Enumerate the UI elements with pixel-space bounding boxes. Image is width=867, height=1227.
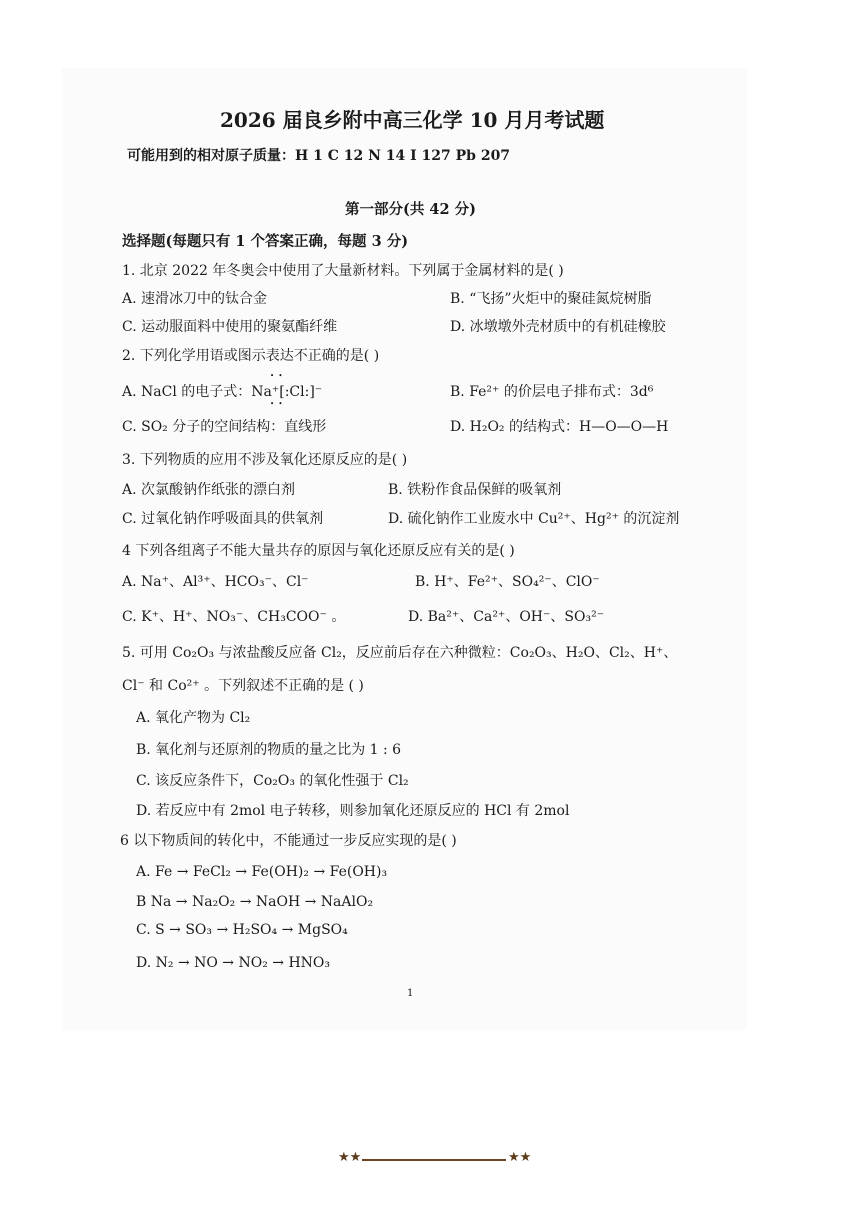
q2-option-c: C. SO₂ 分子的空间结构：直线形 xyxy=(122,419,327,435)
q6-option-b: B Na → Na₂O₂ → NaOH → NaAlO₂ xyxy=(136,894,374,910)
q1-option-c: C. 运动服面料中使用的聚氨酯纤维 xyxy=(122,319,338,335)
q6-stem: 6 以下物质间的转化中，不能通过一步反应实现的是( ) xyxy=(120,833,457,849)
q6-option-a: A. Fe → FeCl₂ → Fe(OH)₂ → Fe(OH)₃ xyxy=(136,864,388,880)
q2-option-a: A. NaCl 的电子式：Na⁺[:Cl:]⁻ xyxy=(122,384,323,400)
q1-option-b: B. “飞扬”火炬中的聚硅氮烷树脂 xyxy=(450,291,652,307)
q4-option-b: B. H⁺、Fe²⁺、SO₄²⁻、ClO⁻ xyxy=(415,574,600,590)
footer-ornament xyxy=(338,1152,530,1168)
footer-stars-right: ★★ xyxy=(508,1150,532,1165)
q4-option-d: D. Ba²⁺、Ca²⁺、OH⁻、SO₃²⁻ xyxy=(408,609,605,625)
q5-stem-line2: Cl⁻ 和 Co²⁺ 。下列叙述不正确的是 ( ) xyxy=(122,678,364,694)
q5-option-b: B. 氧化剂与还原剂的物质的量之比为 1 : 6 xyxy=(136,742,402,758)
q6-option-d: D. N₂ → NO → NO₂ → HNO₃ xyxy=(136,955,330,971)
q3-option-b: B. 铁粉作食品保鲜的吸氧剂 xyxy=(388,482,562,498)
page-number: 1 xyxy=(407,988,414,999)
q2-option-b: B. Fe²⁺ 的价层电子排布式：3d⁶ xyxy=(450,384,654,400)
q1-option-d: D. 冰墩墩外壳材质中的有机硅橡胶 xyxy=(450,319,666,335)
q6-option-c: C. S → SO₃ → H₂SO₄ → MgSO₄ xyxy=(136,922,348,938)
exam-title: 2026 届良乡附中高三化学 10 月月考试题 xyxy=(220,108,605,132)
q3-option-d: D. 硫化钠作工业废水中 Cu²⁺、Hg²⁺ 的沉淀剂 xyxy=(388,511,680,527)
q4-stem: 4 下列各组离子不能大量共存的原因与氧化还原反应有关的是( ) xyxy=(122,543,515,559)
q5-option-a: A. 氧化产物为 Cl₂ xyxy=(136,710,251,726)
lewis-dots-top: • • xyxy=(270,372,284,380)
lewis-dots-bottom: • • xyxy=(270,400,284,408)
q4-option-c: C. K⁺、H⁺、NO₃⁻、CH₃COO⁻ 。 xyxy=(122,609,346,625)
q5-option-c: C. 该反应条件下，Co₂O₃ 的氧化性强于 Cl₂ xyxy=(136,773,409,789)
q1-stem: 1. 北京 2022 年冬奥会中使用了大量新材料。下列属于金属材料的是( ) xyxy=(122,263,564,279)
q2-stem: 2. 下列化学用语或图示表达不正确的是( ) xyxy=(122,348,380,364)
section-instructions: 选择题(每题只有 1 个答案正确，每题 3 分) xyxy=(122,233,409,250)
footer-stars-left: ★★ xyxy=(338,1150,362,1165)
q2-option-d: D. H₂O₂ 的结构式：H—O—O—H xyxy=(450,419,669,435)
q4-option-a: A. Na⁺、Al³⁺、HCO₃⁻、Cl⁻ xyxy=(122,574,309,590)
q5-stem-line1: 5. 可用 Co₂O₃ 与浓盐酸反应备 Cl₂，反应前后存在六种微粒：Co₂O₃、H₂O、Cl₂、H⁺、 xyxy=(122,645,678,661)
q3-option-c: C. 过氧化钠作呼吸面具的供氧剂 xyxy=(122,511,324,527)
q3-stem: 3. 下列物质的应用不涉及氧化还原反应的是( ) xyxy=(122,452,408,468)
footer-rule xyxy=(362,1159,506,1161)
q5-option-d: D. 若反应中有 2mol 电子转移，则参加氧化还原反应的 HCl 有 2mol xyxy=(136,803,570,819)
q3-option-a: A. 次氯酸钠作纸张的漂白剂 xyxy=(122,482,296,498)
q1-option-a: A. 速滑冰刀中的钛合金 xyxy=(122,291,268,307)
atomic-masses: 可能用到的相对原子质量：H 1 C 12 N 14 I 127 Pb 207 xyxy=(127,148,511,164)
section-title: 第一部分(共 42 分) xyxy=(345,201,476,218)
